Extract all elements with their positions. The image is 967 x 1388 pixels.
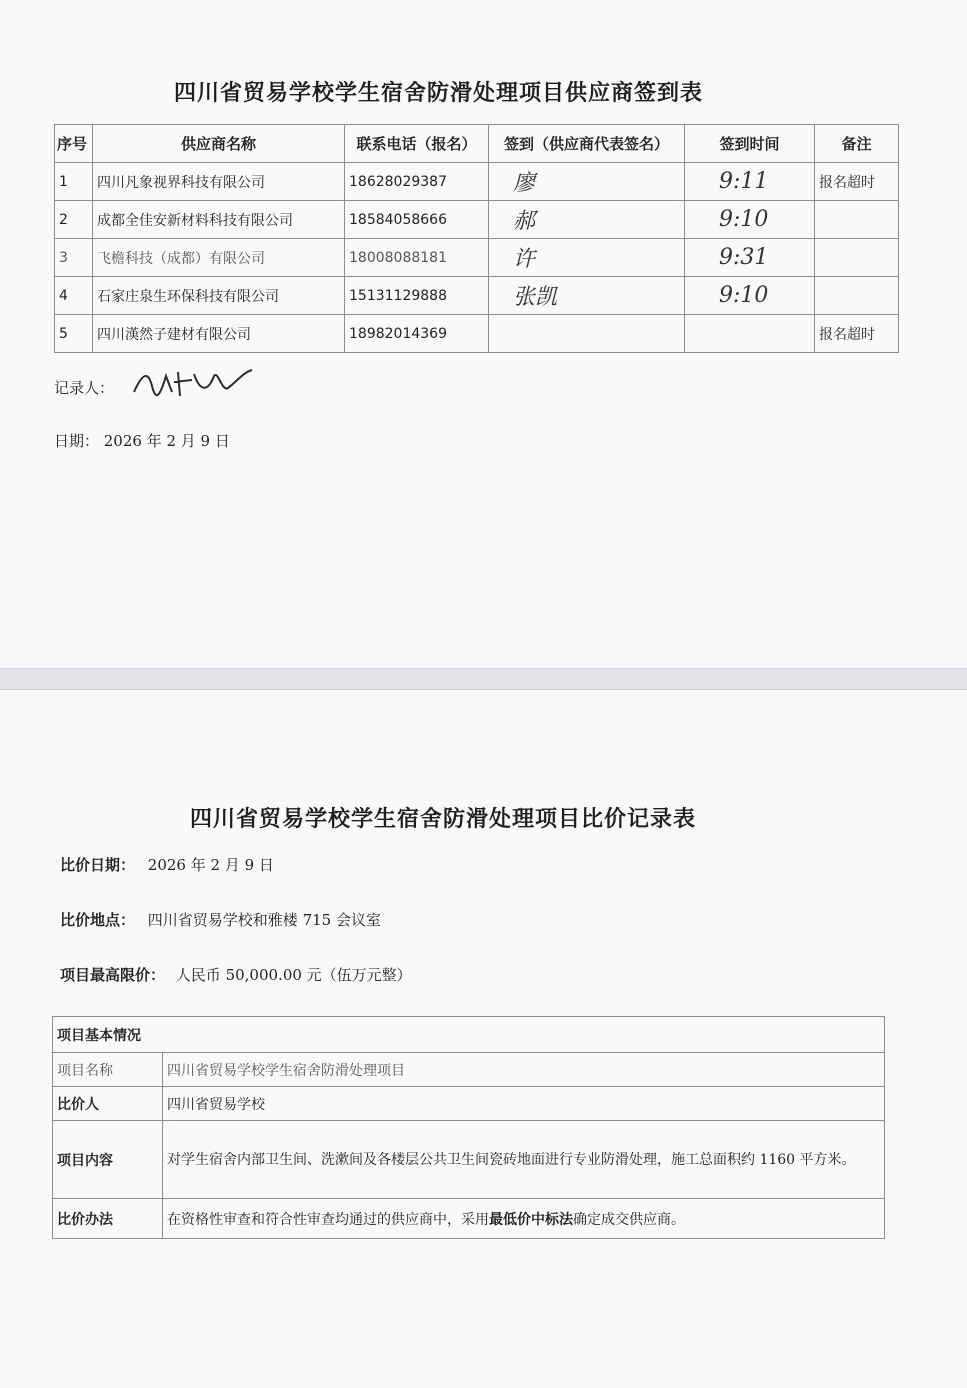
- row-time: 9:11: [685, 163, 815, 201]
- row-phone: 18008088181: [345, 239, 489, 277]
- row-time: [685, 315, 815, 353]
- table-row: [53, 1199, 885, 1239]
- method-value-pre: 在资格性审查和符合性审查均通过的供应商中，采用: [167, 1211, 489, 1228]
- compare-date-label: 比价日期：: [60, 856, 136, 874]
- row-name: 飞檐科技（成都）有限公司: [93, 239, 345, 277]
- row-name: 石家庄泉生环保科技有限公司: [93, 277, 345, 315]
- compare-title: 四川省贸易学校学生宿舍防滑处理项目比价记录表: [190, 806, 697, 832]
- method-key: 比价办法: [53, 1199, 163, 1239]
- row-key: 项目名称: [53, 1053, 163, 1087]
- row-no: 3: [55, 239, 93, 277]
- row-no: 5: [55, 315, 93, 353]
- table-row: [55, 277, 899, 315]
- row-phone: 18584058666: [345, 201, 489, 239]
- header-name: 供应商名称: [93, 125, 345, 163]
- row-value: 四川省贸易学校: [163, 1087, 885, 1121]
- table-row: [53, 1087, 885, 1121]
- header-remark: 备注: [815, 125, 899, 163]
- section-header: 项目基本情况: [53, 1017, 885, 1053]
- table-row: [53, 1121, 885, 1199]
- row-signature: 郝: [489, 201, 685, 239]
- header-phone: 联系电话（报名）: [345, 125, 489, 163]
- table-row: [53, 1053, 885, 1087]
- row-no: 1: [55, 163, 93, 201]
- row-remark: 报名超时: [815, 163, 899, 201]
- page-divider: [0, 668, 967, 690]
- compare-limit: [60, 964, 412, 985]
- method-value: [163, 1199, 885, 1239]
- row-phone: 18982014369: [345, 315, 489, 353]
- compare-limit-value: 人民币 50,000.00 元（伍万元整）: [175, 966, 412, 984]
- signin-page: [0, 0, 967, 668]
- row-phone: 15131129888: [345, 277, 489, 315]
- row-value: 四川省贸易学校学生宿舍防滑处理项目: [163, 1053, 885, 1087]
- row-signature: 廖: [489, 163, 685, 201]
- row-no: 4: [55, 277, 93, 315]
- compare-date-value: 2026 年 2 月 9 日: [147, 856, 274, 874]
- row-signature: [489, 315, 685, 353]
- compare-place-value: 四川省贸易学校和雅楼 715 会议室: [147, 911, 381, 929]
- row-signature: 许: [489, 239, 685, 277]
- header-time: 签到时间: [685, 125, 815, 163]
- row-time: 9:31: [685, 239, 815, 277]
- row-time: 9:10: [685, 277, 815, 315]
- row-key: 比价人: [53, 1087, 163, 1121]
- row-remark: [815, 239, 899, 277]
- row-signature: 张凯: [489, 277, 685, 315]
- compare-limit-label: 项目最高限价：: [60, 966, 166, 984]
- row-remark: [815, 277, 899, 315]
- row-name: 四川凡象视界科技有限公司: [93, 163, 345, 201]
- table-row: [55, 315, 899, 353]
- row-remark: 报名超时: [815, 315, 899, 353]
- header-no: 序号: [55, 125, 93, 163]
- signin-table: [54, 124, 899, 353]
- signin-header-row: [55, 125, 899, 163]
- row-key: 项目内容: [53, 1121, 163, 1199]
- recorder-label: 记录人：: [54, 379, 115, 397]
- header-signature: 签到（供应商代表签名）: [489, 125, 685, 163]
- signin-date: 日期： 2026 年 2 月 9 日: [54, 432, 230, 450]
- signin-title: 四川省贸易学校学生宿舍防滑处理项目供应商签到表: [174, 80, 704, 106]
- row-remark: [815, 201, 899, 239]
- compare-place: [60, 909, 381, 930]
- compare-place-label: 比价地点：: [60, 911, 136, 929]
- row-time: 9:10: [685, 201, 815, 239]
- table-row: [55, 163, 899, 201]
- row-no: 2: [55, 201, 93, 239]
- method-value-bold: 最低价中标法: [489, 1211, 573, 1228]
- row-name: 四川漢然子建材有限公司: [93, 315, 345, 353]
- compare-page: [0, 690, 967, 1388]
- recorder-signature: [128, 362, 258, 402]
- row-value: 对学生宿舍内部卫生间、洗漱间及各楼层公共卫生间瓷砖地面进行专业防滑处理，施工总面积约 1160 平方米。: [163, 1121, 885, 1199]
- project-info-table: [52, 1016, 885, 1239]
- table-row: [55, 201, 899, 239]
- compare-date: [60, 854, 274, 875]
- method-value-post: 确定成交供应商。: [573, 1211, 685, 1228]
- row-phone: 18628029387: [345, 163, 489, 201]
- row-name: 成都全佳安新材料科技有限公司: [93, 201, 345, 239]
- table-row: [55, 239, 899, 277]
